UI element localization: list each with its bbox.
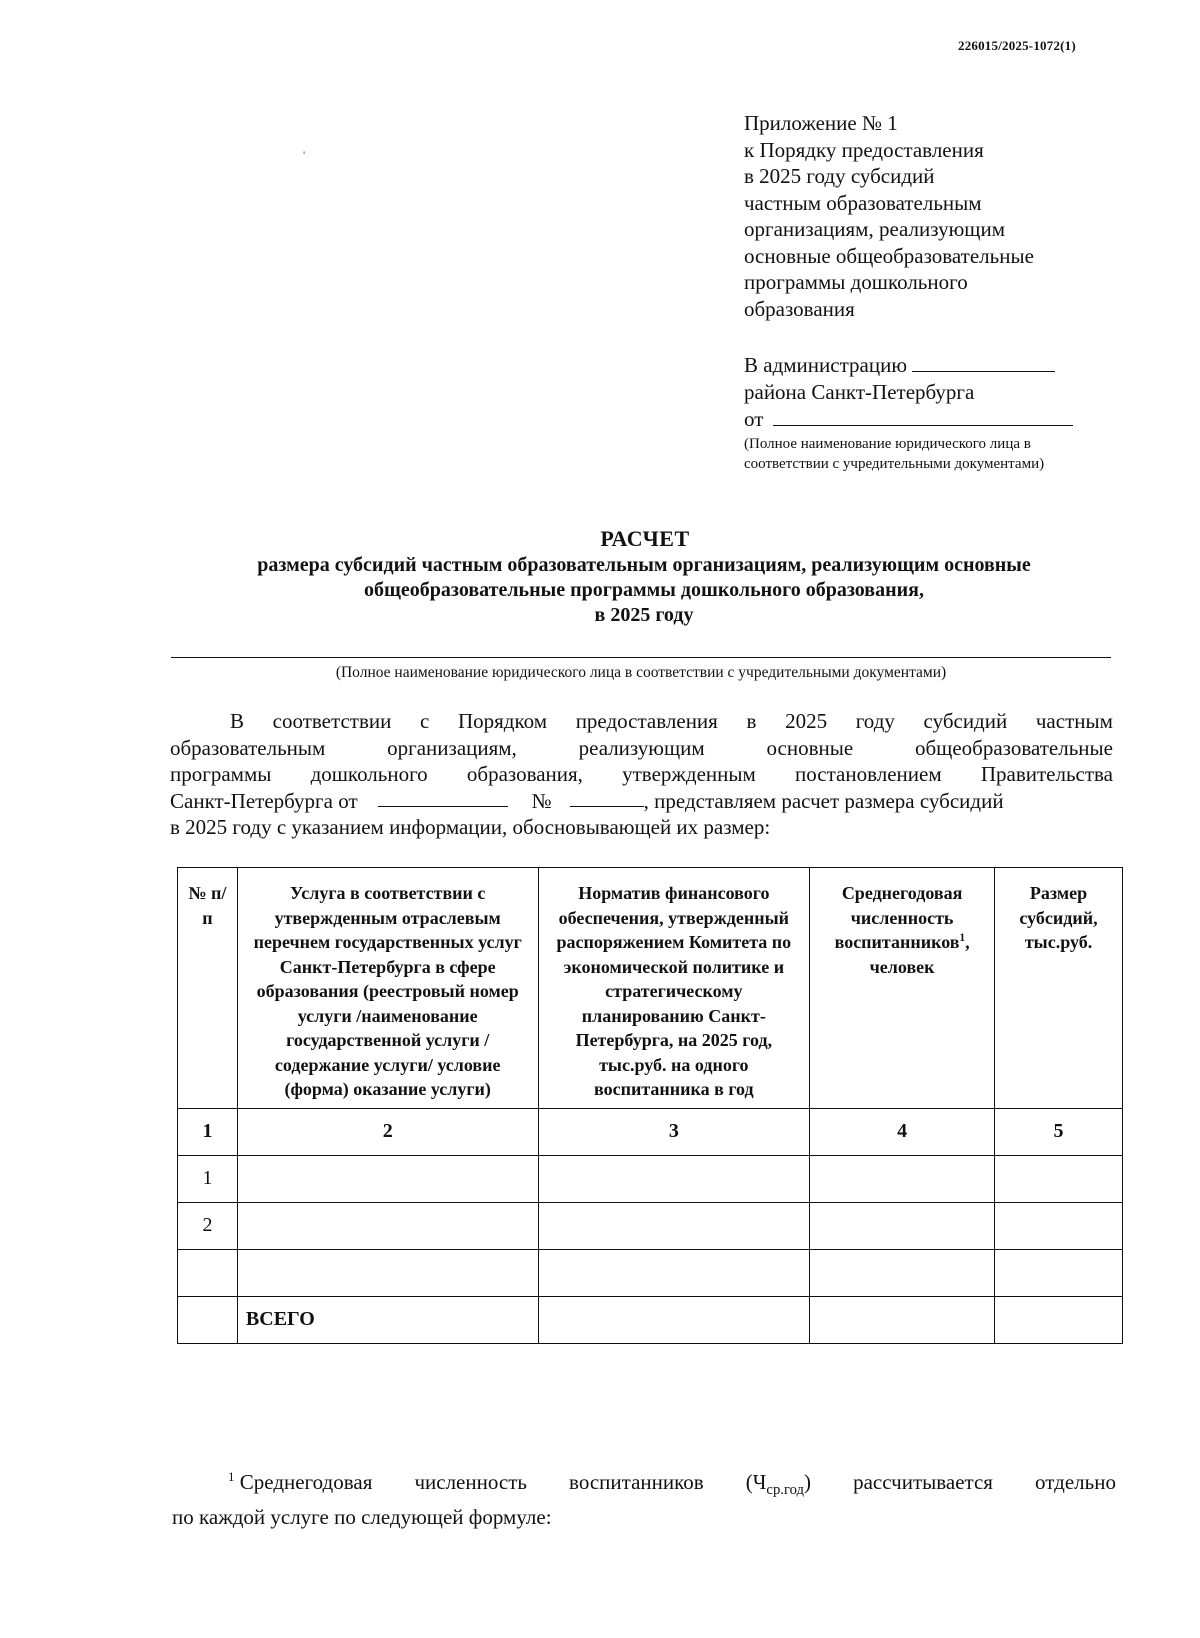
total-avg-count[interactable] [810,1296,995,1343]
cell-avg-count[interactable] [810,1155,995,1202]
appendix-line: основные общеобразовательные [744,243,1034,268]
appendix-line: образования [744,296,855,321]
cell-norm[interactable] [538,1155,810,1202]
total-subsidy[interactable] [995,1296,1123,1343]
header-norm: Норматив финансового обеспечения, утвержденный распоряжением Комитета по экономической политике и стратегическому планированию Санкт-Петербурга, на 2025 год, тыс.руб. на одного воспитанника в год [538,868,810,1109]
cell-service[interactable] [237,1155,538,1202]
subtitle-line: общеобразовательные программы дошкольного образования, [364,579,924,601]
cell-service[interactable] [237,1202,538,1249]
footnote [172,1469,1116,1530]
table-row [178,1155,1123,1202]
table-header-row [178,868,1123,1109]
row-number: 2 [178,1202,238,1249]
appendix-line: к Порядку предоставления [744,137,984,162]
total-label: ВСЕГО [237,1296,538,1343]
total-norm[interactable] [538,1296,810,1343]
appendix-line: программы дошкольного [744,270,968,294]
total-row-number [178,1296,238,1343]
appendix-line: в 2025 году субсидий [744,164,935,188]
appendix-line: Приложение № 1 [744,111,898,135]
address-city: района Санкт-Петербурга [744,380,975,404]
row-number [178,1249,238,1296]
header-row-number: № п/п [178,868,238,1109]
paragraph-line: В соответствии с Порядком предоставления в 2025 году субсидий частным [230,709,1113,733]
address-from-label: от [744,407,764,431]
appendix-line: организациям, реализующим [744,217,1005,241]
avg-count-symbol: $(Ч_{ср.год})$ [745,1470,812,1499]
scan-mark: ' [303,148,306,162]
column-number-row [178,1108,1123,1155]
table-row [178,1202,1123,1249]
paragraph-line: программы дошкольного образования, утвержденным постановлением Правительства [170,762,1113,786]
footnote-marker: 1 [228,1469,235,1484]
district-blank [912,353,1055,372]
number-blank [570,788,644,807]
cell-subsidy[interactable] [995,1249,1123,1296]
row-number: 1 [178,1155,238,1202]
header-subsidy-size: Размер субсидий, тыс.руб. [995,868,1123,1109]
footnote-line: по каждой услуге по следующей формуле: [172,1504,552,1529]
appendix-header [744,110,1144,322]
document-id: 226015/2025-1072(1) [958,38,1076,53]
cell-service[interactable] [237,1249,538,1296]
total-row [178,1296,1123,1343]
paragraph-line: образовательным организациям, реализующим основные общеобразовательные [170,735,1113,760]
column-number: 5 [995,1108,1123,1155]
address-note: (Полное наименование юридического лица в соответствии с учредительными документами) [744,436,1045,472]
cell-subsidy[interactable] [995,1155,1123,1202]
header-service: Услуга в соответствии с утвержденным отраслевым перечнем государственных услуг Санкт-Петербурга в сфере образования (реестровый номер услуги /наименование государственной услуги /содержание услуги/ условие (форма) оказание услуги) [237,868,538,1109]
cell-norm[interactable] [538,1202,810,1249]
date-blank [378,788,508,807]
document-title: РАСЧЕТ [600,526,690,551]
paragraph-line: в 2025 году с указанием информации, обосновывающей их размер: [170,815,771,839]
cell-subsidy[interactable] [995,1202,1123,1249]
column-number: 4 [810,1108,995,1155]
column-number: 1 [178,1108,238,1155]
document-subtitle [168,553,1120,628]
subtitle-line: в 2025 году [594,604,694,626]
table-row [178,1249,1123,1296]
footnote-line: $^1$ Среднегодовая численность воспитанников $(Ч_{ср.год})$ рассчитывается отдельно [172,1469,1116,1504]
subtitle-line: размера субсидий частным образовательным организациям, реализующим основные [257,554,1031,576]
cell-avg-count[interactable] [810,1202,995,1249]
appendix-line: частным образовательным [744,190,982,215]
address-block [744,352,1144,474]
cell-avg-count[interactable] [810,1249,995,1296]
cell-norm[interactable] [538,1249,810,1296]
paragraph-line: Санкт-Петербурга от № , представляем расчет размера субсидий [170,788,1004,813]
org-name-blank [171,657,1111,658]
sender-blank [773,407,1073,426]
address-recipient: В администрацию [744,353,908,377]
org-name-caption: (Полное наименование юридического лица в соответствии с учредительными документами) [335,664,947,681]
column-number: 3 [538,1108,810,1155]
header-avg-count: Среднегодовая численность воспитанников$^1$, человек [810,868,995,1109]
column-number: 2 [237,1108,538,1155]
calculation-table [177,867,1123,1344]
intro-paragraph [170,708,1113,841]
